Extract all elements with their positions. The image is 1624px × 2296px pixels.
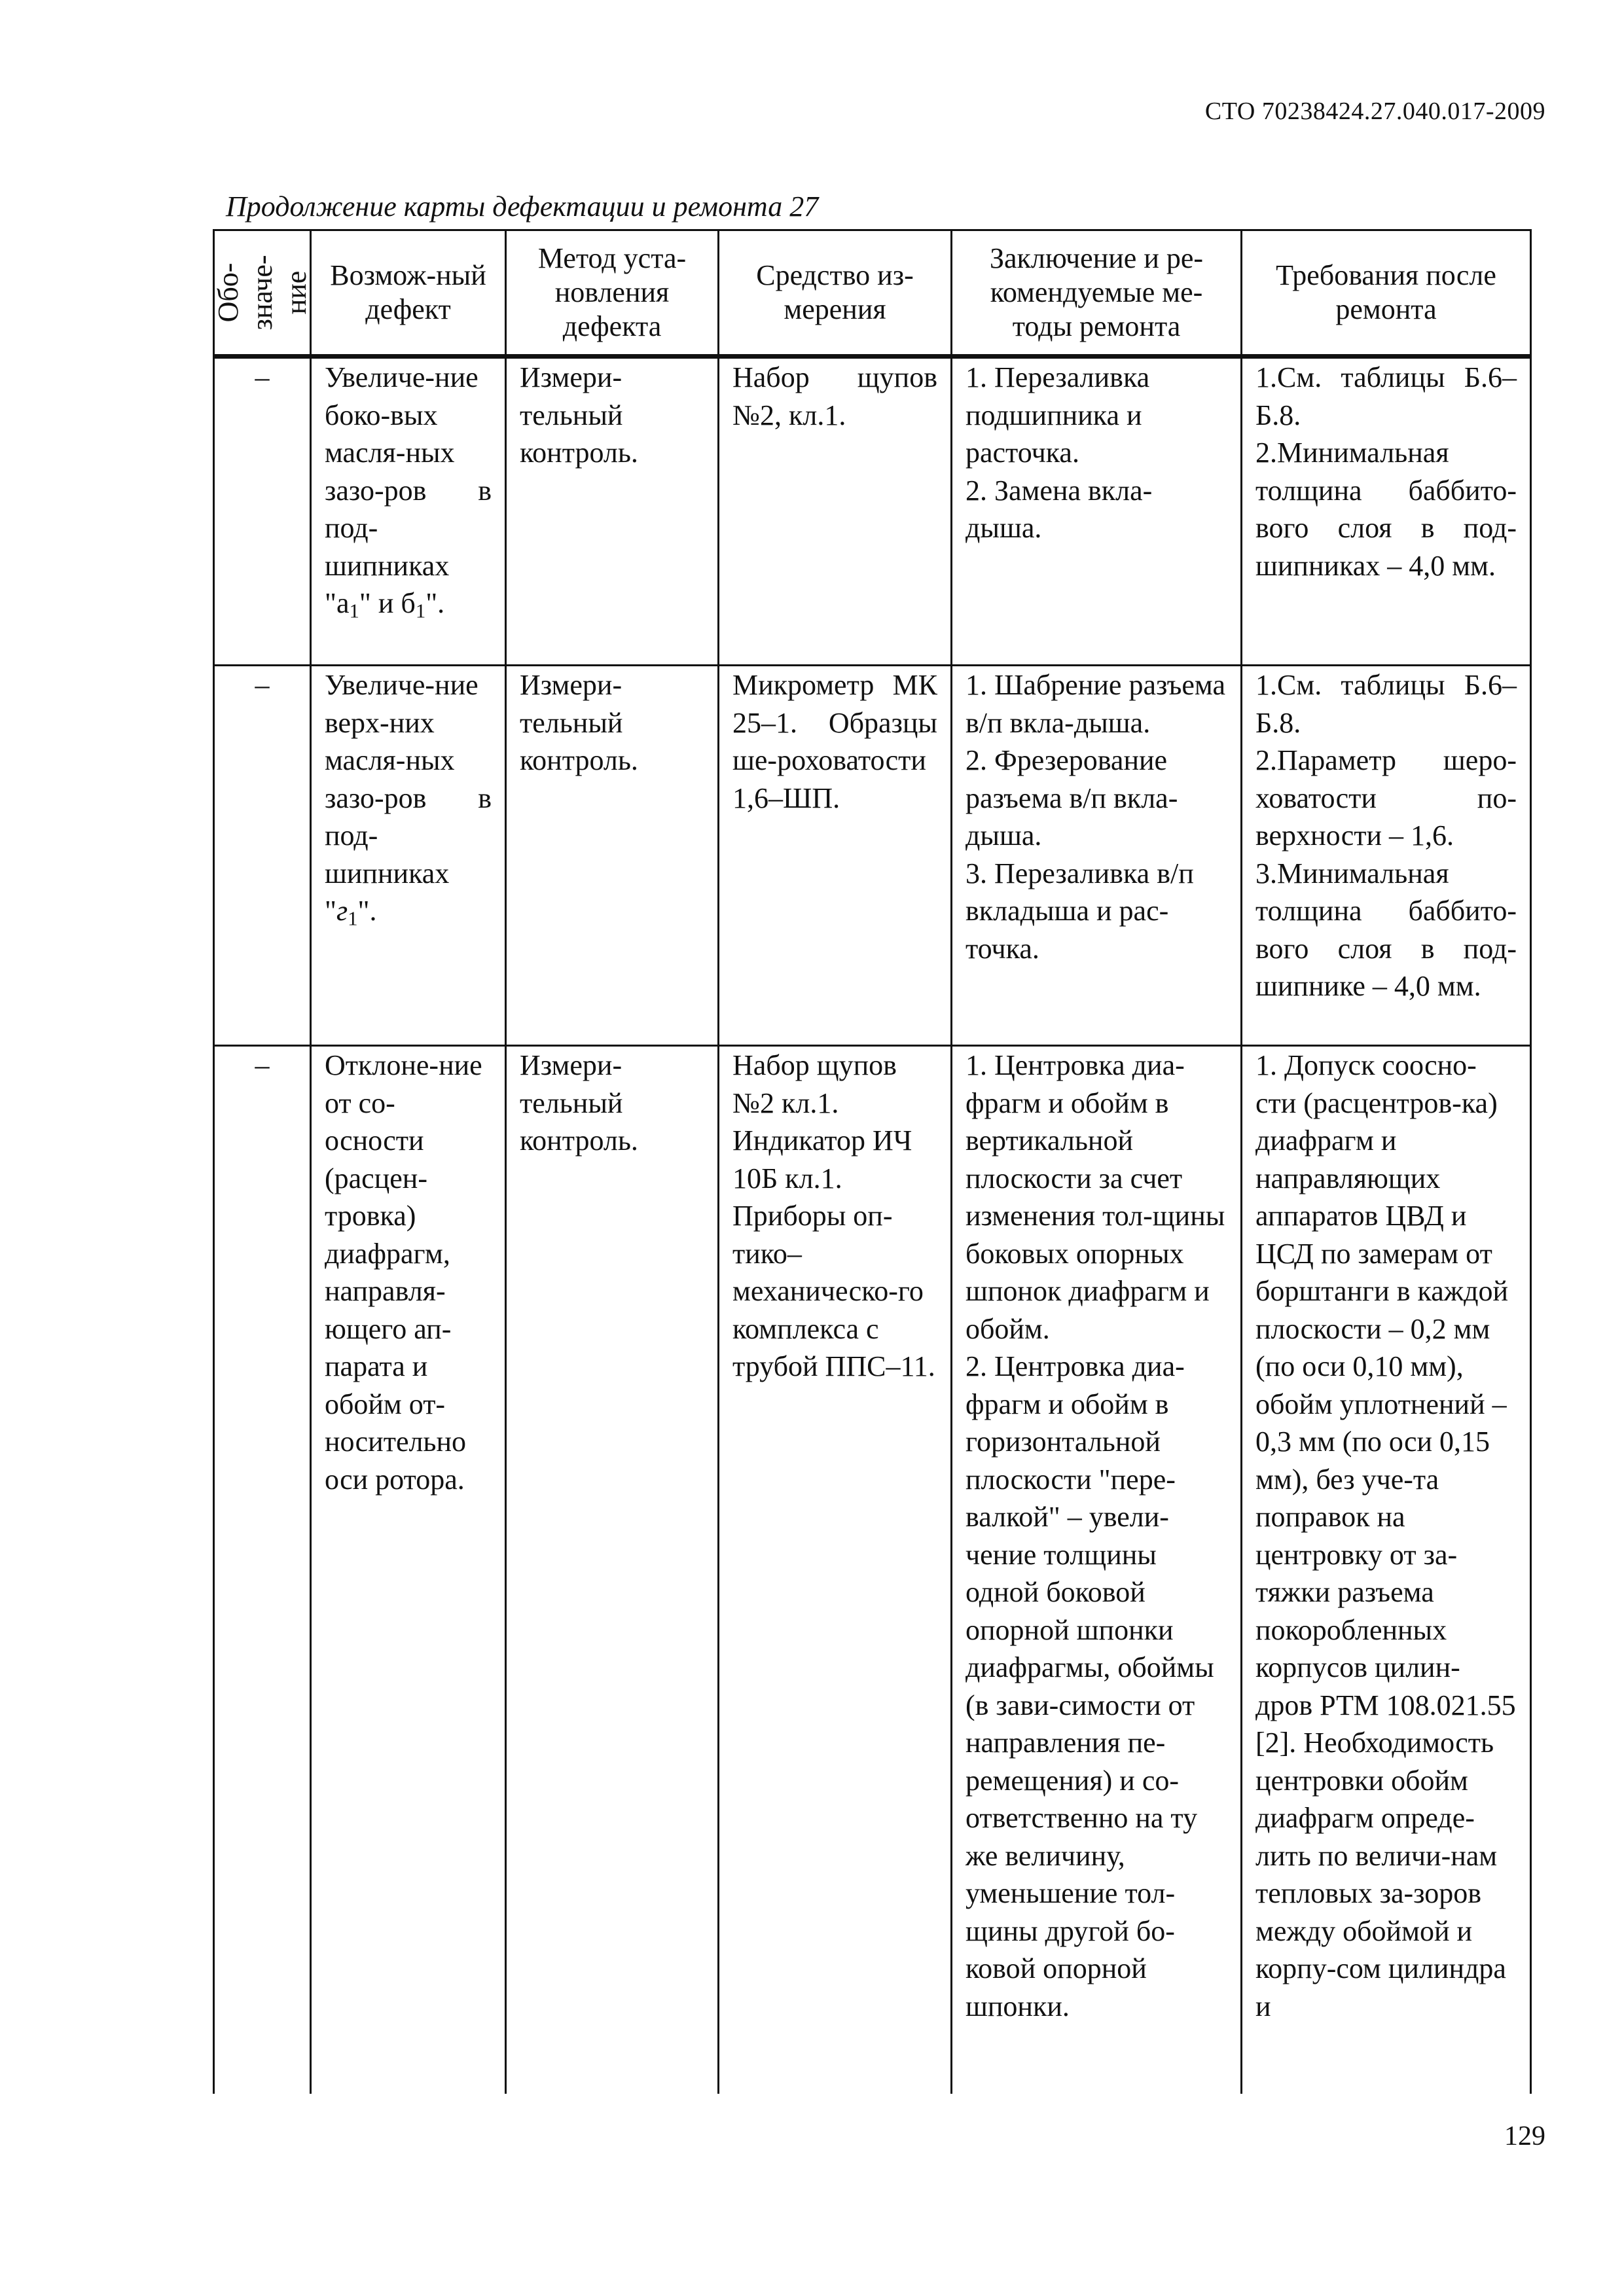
- header-method: Метод уста-новления дефекта: [506, 230, 719, 357]
- cell-method: Измери-тельный контроль.: [506, 666, 719, 1046]
- cell-defect: Отклоне-ние от со-осности (расцен-тровка) диафрагм, направля-ющего ап-парата и обойм от-носительно оси ротора.: [311, 1046, 506, 2094]
- cell-designation: –: [214, 666, 311, 1046]
- header-tool: Средство из-мерения: [719, 230, 952, 357]
- cell-requirements: 1. Допуск соосно-сти (расцентров-ка) диафрагм и направляющих аппаратов ЦВД и ЦСД по замерам от борштанги в каждой плоскости – 0,2 мм (по оси 0,10 мм), обойм уплотнений – 0,3 мм (по оси 0,15 мм), без уче-та поправок на центровку от за-тяжки разъема покоробленных корпусов цилин-дров РТМ 108.021.55 [2]. Необходимость центровки обойм диафрагм опреде-лить по величи-нам тепловых за-зоров между обоймой и корпу-сом цилиндра и: [1242, 1046, 1531, 2094]
- table-header-row: [214, 230, 1531, 357]
- header-defect: Возмож-ный дефект: [311, 230, 506, 357]
- cell-defect: Увеличе-ние боко-вых масля-ных зазо-ров в под-шипниках "$а_1$" и $б_1$".: [311, 357, 506, 666]
- cell-tool: Микрометр МК 25–1. Образцы ше-роховатости 1,6–ШП.: [719, 666, 952, 1046]
- page-number: 129: [1504, 2121, 1545, 2151]
- cell-tool: Набор щупов №2, кл.1.: [719, 357, 952, 666]
- cell-designation: –: [214, 1046, 311, 2094]
- document-code: СТО 70238424.27.040.017-2009: [1204, 98, 1545, 125]
- header-conclusion: Заключение и ре-комендуемые ме-тоды ремонта: [952, 230, 1242, 357]
- header-requirements: Требования после ремонта: [1242, 230, 1531, 357]
- cell-requirements: 1.См. таблицы Б.6–Б.8. 2.Минимальная толщина баббито-вого слоя в под-шипниках – 4,0 мм.: [1242, 357, 1531, 666]
- cell-conclusion: 1. Центровка диа-фрагм и обойм в вертикальной плоскости за счет изменения тол-щины боковых опорных шпонок диафрагм и обойм. 2. Центровка диа-фрагм и обойм в горизонтальной плоскости "пере-валкой" – увели-чение толщины одной боковой опорной шпонки диафрагмы, обоймы (в зави-симости от направления пе-ремещения) и со-ответственно на ту же величину, уменьшение тол-щины другой бо-ковой опорной шпонки.: [952, 1046, 1242, 2094]
- cell-method: Измери-тельный контроль.: [506, 357, 719, 666]
- cell-defect: Увеличе-ние верх-них масля-ных зазо-ров в под-шипниках "$г_1$".: [311, 666, 506, 1046]
- cell-tool: Набор щупов №2 кл.1. Индикатор ИЧ 10Б кл.1. Приборы оп-тико– механическо-го комплекса с трубой ППС–11.: [719, 1046, 952, 2094]
- cell-designation: –: [214, 357, 311, 666]
- header-designation-text: Обо- значе- ние: [211, 255, 312, 331]
- header-designation: [211, 230, 312, 357]
- cell-method: Измери-тельный контроль.: [506, 1046, 719, 2094]
- defect-repair-table: [213, 229, 1532, 2094]
- cell-requirements: 1.См. таблицы Б.6–Б.8. 2.Параметр шеро-ховатости по-верхности – 1,6. 3.Минимальная толщина баббито-вого слоя в под-шипнике – 4,0 мм.: [1242, 666, 1531, 1046]
- table-row: [214, 666, 1531, 1046]
- table-row: [214, 1046, 1531, 2094]
- cell-conclusion: 1. Шабрение разъема в/п вкла-дыша. 2. Фрезерование разъема в/п вкла-дыша. 3. Перезаливка в/п вкладыша и рас-точка.: [952, 666, 1242, 1046]
- table-caption: Продолжение карты дефектации и ремонта 27: [226, 190, 819, 223]
- cell-conclusion: 1. Перезаливка подшипника и расточка. 2. Замена вкла-дыша.: [952, 357, 1242, 666]
- table-row: [214, 357, 1531, 666]
